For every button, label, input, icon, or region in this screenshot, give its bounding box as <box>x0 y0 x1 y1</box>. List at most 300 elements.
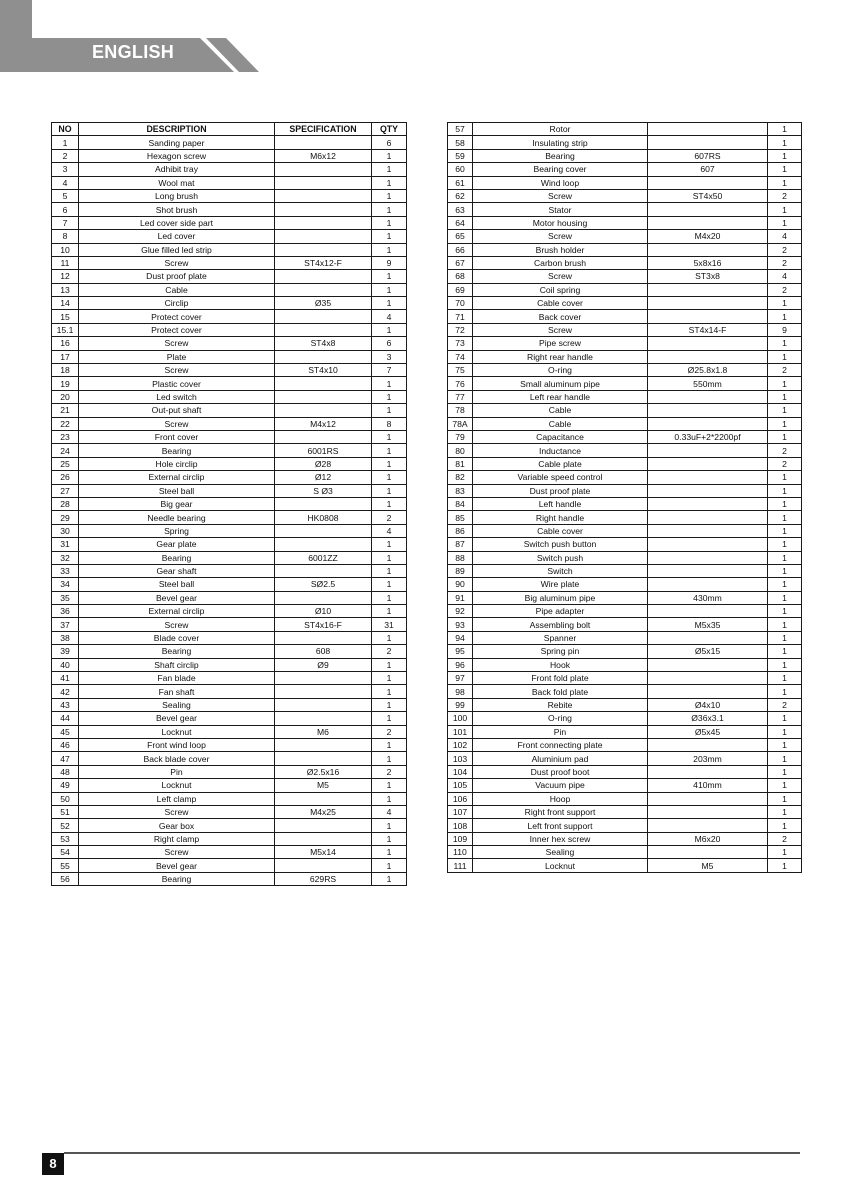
table-row <box>448 672 802 685</box>
cell-qty: 1 <box>372 591 407 604</box>
cell-no: 34 <box>52 578 79 591</box>
table-row <box>52 752 407 765</box>
table-row <box>52 444 407 457</box>
table-row <box>448 471 802 484</box>
cell-specification: 0.33uF+2*2200pf <box>648 430 768 443</box>
cell-qty: 1 <box>768 524 802 537</box>
cell-description: Screw <box>473 323 648 336</box>
cell-specification: SØ2.5 <box>275 578 372 591</box>
cell-qty: 1 <box>372 752 407 765</box>
table-row <box>52 337 407 350</box>
cell-description: Screw <box>79 337 275 350</box>
cell-qty: 1 <box>372 832 407 845</box>
table-row <box>52 578 407 591</box>
cell-specification <box>648 765 768 778</box>
cell-description: Steel ball <box>79 578 275 591</box>
table-row <box>448 283 802 296</box>
cell-specification <box>275 685 372 698</box>
cell-specification <box>275 283 372 296</box>
table-row <box>52 631 407 644</box>
cell-specification <box>648 605 768 618</box>
cell-description: Needle bearing <box>79 511 275 524</box>
table-row <box>448 832 802 845</box>
cell-qty: 1 <box>768 203 802 216</box>
cell-description: Switch push button <box>473 538 648 551</box>
cell-no: 36 <box>52 605 79 618</box>
cell-no: 12 <box>52 270 79 283</box>
cell-description: Left rear handle <box>473 390 648 403</box>
cell-description: Cable cover <box>473 524 648 537</box>
table-row <box>52 591 407 604</box>
cell-no: 76 <box>448 377 473 390</box>
table-row <box>448 645 802 658</box>
cell-no: 33 <box>52 564 79 577</box>
cell-no: 66 <box>448 243 473 256</box>
cell-no: 42 <box>52 685 79 698</box>
cell-specification <box>648 390 768 403</box>
cell-description: Capacitance <box>473 430 648 443</box>
cell-specification: 6001RS <box>275 444 372 457</box>
cell-specification: 430mm <box>648 591 768 604</box>
cell-no: 111 <box>448 859 473 872</box>
cell-description: Dust proof plate <box>473 484 648 497</box>
cell-description: Front wind loop <box>79 738 275 751</box>
cell-specification <box>275 752 372 765</box>
table-row <box>52 765 407 778</box>
cell-no: 29 <box>52 511 79 524</box>
cell-specification <box>275 230 372 243</box>
cell-specification: M5 <box>648 859 768 872</box>
cell-no: 2 <box>52 149 79 162</box>
cell-description: Gear box <box>79 819 275 832</box>
table-row <box>52 243 407 256</box>
table-row <box>448 779 802 792</box>
cell-no: 58 <box>448 136 473 149</box>
cell-description: Dust proof boot <box>473 765 648 778</box>
cell-qty: 1 <box>768 765 802 778</box>
cell-qty: 1 <box>768 430 802 443</box>
cell-specification: ST4x50 <box>648 189 768 202</box>
cell-qty: 31 <box>372 618 407 631</box>
cell-description: Screw <box>79 256 275 269</box>
cell-no: 90 <box>448 578 473 591</box>
table-row <box>448 819 802 832</box>
cell-qty: 1 <box>768 792 802 805</box>
cell-qty: 1 <box>372 216 407 229</box>
table-row <box>52 310 407 323</box>
cell-description: Locknut <box>79 725 275 738</box>
cell-description: Variable speed control <box>473 471 648 484</box>
table-row <box>52 256 407 269</box>
cell-no: 64 <box>448 216 473 229</box>
table-row <box>448 524 802 537</box>
cell-description: Pipe adapter <box>473 605 648 618</box>
cell-no: 22 <box>52 417 79 430</box>
cell-no: 68 <box>448 270 473 283</box>
cell-specification <box>275 189 372 202</box>
cell-no: 74 <box>448 350 473 363</box>
cell-qty: 1 <box>372 149 407 162</box>
cell-qty: 1 <box>372 819 407 832</box>
cell-specification <box>648 136 768 149</box>
table-row <box>52 230 407 243</box>
cell-description: Back cover <box>473 310 648 323</box>
cell-description: Small aluminum pipe <box>473 377 648 390</box>
table-row <box>52 149 407 162</box>
cell-description: Protect cover <box>79 323 275 336</box>
cell-qty: 1 <box>372 471 407 484</box>
cell-specification <box>648 631 768 644</box>
cell-no: 85 <box>448 511 473 524</box>
cell-no: 55 <box>52 859 79 872</box>
header-description: DESCRIPTION <box>79 123 275 136</box>
cell-description: Glue filled led strip <box>79 243 275 256</box>
table-row <box>448 216 802 229</box>
cell-qty: 1 <box>768 390 802 403</box>
cell-qty: 2 <box>372 511 407 524</box>
cell-no: 1 <box>52 136 79 149</box>
cell-specification <box>275 243 372 256</box>
cell-no: 28 <box>52 497 79 510</box>
cell-qty: 1 <box>768 176 802 189</box>
cell-qty: 6 <box>372 136 407 149</box>
cell-no: 44 <box>52 712 79 725</box>
table-row <box>52 832 407 845</box>
cell-no: 67 <box>448 256 473 269</box>
cell-specification <box>275 832 372 845</box>
cell-description: Gear plate <box>79 538 275 551</box>
table-row <box>448 538 802 551</box>
table-row <box>52 390 407 403</box>
cell-qty: 7 <box>372 364 407 377</box>
header-no: NO <box>52 123 79 136</box>
page-number: 8 <box>42 1153 64 1175</box>
table-row <box>448 417 802 430</box>
cell-qty: 2 <box>372 645 407 658</box>
cell-qty: 6 <box>372 337 407 350</box>
cell-no: 102 <box>448 738 473 751</box>
cell-specification <box>648 672 768 685</box>
table-row <box>448 404 802 417</box>
table-row <box>448 230 802 243</box>
cell-specification <box>275 524 372 537</box>
cell-no: 82 <box>448 471 473 484</box>
cell-specification <box>648 457 768 470</box>
cell-no: 92 <box>448 605 473 618</box>
cell-specification: 608 <box>275 645 372 658</box>
table-row <box>52 417 407 430</box>
cell-specification <box>648 564 768 577</box>
table-row <box>448 605 802 618</box>
cell-specification <box>275 216 372 229</box>
cell-description: Brush holder <box>473 243 648 256</box>
cell-description: Cable <box>473 417 648 430</box>
cell-qty: 1 <box>372 457 407 470</box>
table-row <box>52 672 407 685</box>
cell-description: Aluminium pad <box>473 752 648 765</box>
cell-specification <box>275 631 372 644</box>
cell-specification <box>648 846 768 859</box>
table-row <box>448 390 802 403</box>
cell-no: 99 <box>448 698 473 711</box>
cell-specification <box>648 792 768 805</box>
table-row <box>448 364 802 377</box>
table-row <box>52 738 407 751</box>
cell-qty: 3 <box>372 350 407 363</box>
cell-description: Led cover side part <box>79 216 275 229</box>
cell-specification <box>648 538 768 551</box>
cell-no: 65 <box>448 230 473 243</box>
cell-description: Sealing <box>79 698 275 711</box>
cell-description: Screw <box>79 846 275 859</box>
cell-qty: 1 <box>768 310 802 323</box>
cell-description: Spring <box>79 524 275 537</box>
cell-qty: 2 <box>768 832 802 845</box>
cell-description: Hexagon screw <box>79 149 275 162</box>
cell-qty: 4 <box>372 524 407 537</box>
table-row <box>52 323 407 336</box>
cell-description: Shaft circlip <box>79 658 275 671</box>
cell-no: 51 <box>52 805 79 818</box>
cell-qty: 1 <box>768 471 802 484</box>
cell-qty: 8 <box>372 417 407 430</box>
cell-description: Circlip <box>79 297 275 310</box>
cell-description: Protect cover <box>79 310 275 323</box>
cell-description: Screw <box>79 364 275 377</box>
table-row <box>52 283 407 296</box>
table-row <box>52 163 407 176</box>
cell-specification: Ø28 <box>275 457 372 470</box>
cell-no: 38 <box>52 631 79 644</box>
table-row <box>448 712 802 725</box>
cell-specification <box>275 323 372 336</box>
cell-description: Shot brush <box>79 203 275 216</box>
cell-qty: 1 <box>372 605 407 618</box>
cell-no: 91 <box>448 591 473 604</box>
cell-qty: 1 <box>768 123 802 136</box>
cell-qty: 1 <box>372 872 407 885</box>
cell-specification <box>648 123 768 136</box>
cell-no: 89 <box>448 564 473 577</box>
cell-description: Long brush <box>79 189 275 202</box>
cell-no: 106 <box>448 792 473 805</box>
cell-qty: 1 <box>768 752 802 765</box>
cell-specification: ST3x8 <box>648 270 768 283</box>
cell-description: Right front support <box>473 805 648 818</box>
table-row <box>52 511 407 524</box>
cell-description: Wind loop <box>473 176 648 189</box>
cell-description: Rotor <box>473 123 648 136</box>
cell-description: Cable cover <box>473 297 648 310</box>
table-row <box>448 618 802 631</box>
cell-description: Plate <box>79 350 275 363</box>
table-row <box>448 136 802 149</box>
cell-description: Spring pin <box>473 645 648 658</box>
table-row <box>52 377 407 390</box>
table-row <box>448 149 802 162</box>
cell-specification: ST4x14-F <box>648 323 768 336</box>
table-row <box>448 377 802 390</box>
table-row <box>52 471 407 484</box>
table-row <box>52 136 407 149</box>
cell-specification <box>648 578 768 591</box>
cell-qty: 1 <box>768 497 802 510</box>
table-row <box>448 297 802 310</box>
cell-specification <box>275 819 372 832</box>
table-row <box>448 511 802 524</box>
table-row <box>448 270 802 283</box>
cell-description: Fan shaft <box>79 685 275 698</box>
cell-specification <box>275 136 372 149</box>
cell-no: 69 <box>448 283 473 296</box>
cell-qty: 1 <box>372 377 407 390</box>
cell-qty: 1 <box>372 323 407 336</box>
cell-qty: 9 <box>768 323 802 336</box>
cell-no: 39 <box>52 645 79 658</box>
cell-description: Out-put shaft <box>79 404 275 417</box>
cell-qty: 1 <box>768 672 802 685</box>
cell-specification: M4x12 <box>275 417 372 430</box>
cell-qty: 1 <box>372 551 407 564</box>
cell-qty: 1 <box>372 698 407 711</box>
cell-description: Fan blade <box>79 672 275 685</box>
cell-no: 88 <box>448 551 473 564</box>
table-row <box>448 203 802 216</box>
cell-specification <box>648 738 768 751</box>
cell-description: Inductance <box>473 444 648 457</box>
cell-specification: M6x12 <box>275 149 372 162</box>
cell-qty: 1 <box>768 149 802 162</box>
table-row <box>52 270 407 283</box>
table-row <box>448 123 802 136</box>
cell-qty: 1 <box>768 564 802 577</box>
cell-no: 86 <box>448 524 473 537</box>
cell-specification: M5x14 <box>275 846 372 859</box>
cell-description: Cable plate <box>473 457 648 470</box>
cell-no: 57 <box>448 123 473 136</box>
table-row <box>448 591 802 604</box>
cell-qty: 1 <box>372 189 407 202</box>
cell-qty: 1 <box>768 297 802 310</box>
table-row <box>448 846 802 859</box>
cell-qty: 1 <box>372 792 407 805</box>
cell-qty: 1 <box>372 712 407 725</box>
cell-qty: 1 <box>372 203 407 216</box>
cell-no: 63 <box>448 203 473 216</box>
cell-qty: 1 <box>768 685 802 698</box>
cell-specification: M4x25 <box>275 805 372 818</box>
cell-qty: 1 <box>372 538 407 551</box>
cell-specification: 607 <box>648 163 768 176</box>
cell-qty: 4 <box>768 270 802 283</box>
cell-qty: 1 <box>372 176 407 189</box>
cell-qty: 1 <box>372 430 407 443</box>
cell-qty: 2 <box>768 283 802 296</box>
table-row <box>52 645 407 658</box>
table-row <box>52 524 407 537</box>
cell-specification <box>648 404 768 417</box>
cell-description: Cable <box>79 283 275 296</box>
cell-specification <box>648 805 768 818</box>
table-row <box>448 738 802 751</box>
cell-description: Hoop <box>473 792 648 805</box>
cell-no: 49 <box>52 779 79 792</box>
cell-no: 87 <box>448 538 473 551</box>
cell-description: Left clamp <box>79 792 275 805</box>
table-row <box>448 752 802 765</box>
table-row <box>52 792 407 805</box>
cell-no: 6 <box>52 203 79 216</box>
cell-qty: 1 <box>372 672 407 685</box>
cell-specification <box>648 337 768 350</box>
cell-description: Insulating strip <box>473 136 648 149</box>
table-row <box>448 444 802 457</box>
cell-specification: 629RS <box>275 872 372 885</box>
cell-qty: 2 <box>372 725 407 738</box>
cell-description: Left front support <box>473 819 648 832</box>
cell-specification <box>275 859 372 872</box>
cell-specification: Ø36x3.1 <box>648 712 768 725</box>
cell-specification <box>648 283 768 296</box>
cell-description: Screw <box>79 618 275 631</box>
cell-specification <box>648 471 768 484</box>
cell-specification: 607RS <box>648 149 768 162</box>
cell-no: 93 <box>448 618 473 631</box>
cell-description: Pipe screw <box>473 337 648 350</box>
table-row <box>52 698 407 711</box>
cell-qty: 1 <box>372 243 407 256</box>
cell-no: 104 <box>448 765 473 778</box>
cell-description: Screw <box>473 230 648 243</box>
cell-specification: Ø12 <box>275 471 372 484</box>
cell-description: Bevel gear <box>79 859 275 872</box>
cell-qty: 1 <box>768 618 802 631</box>
cell-description: O-ring <box>473 712 648 725</box>
cell-specification <box>275 792 372 805</box>
table-row <box>448 765 802 778</box>
table-row <box>52 779 407 792</box>
cell-no: 47 <box>52 752 79 765</box>
cell-no: 21 <box>52 404 79 417</box>
cell-qty: 1 <box>372 484 407 497</box>
cell-qty: 1 <box>768 605 802 618</box>
cell-qty: 1 <box>372 283 407 296</box>
cell-qty: 1 <box>372 497 407 510</box>
table-row <box>448 243 802 256</box>
cell-no: 81 <box>448 457 473 470</box>
table-row <box>448 176 802 189</box>
cell-no: 3 <box>52 163 79 176</box>
cell-specification <box>275 430 372 443</box>
cell-no: 95 <box>448 645 473 658</box>
cell-specification: M6x20 <box>648 832 768 845</box>
cell-qty: 1 <box>372 230 407 243</box>
table-row <box>52 658 407 671</box>
cell-no: 59 <box>448 149 473 162</box>
cell-description: Pin <box>79 765 275 778</box>
cell-specification: Ø5x15 <box>648 645 768 658</box>
cell-description: Adhibit tray <box>79 163 275 176</box>
table-row <box>52 685 407 698</box>
cell-qty: 4 <box>372 805 407 818</box>
cell-no: 110 <box>448 846 473 859</box>
cell-qty: 1 <box>768 859 802 872</box>
cell-no: 78 <box>448 404 473 417</box>
cell-description: Cable <box>473 404 648 417</box>
table-row <box>448 792 802 805</box>
cell-specification <box>275 203 372 216</box>
cell-specification: M5x35 <box>648 618 768 631</box>
